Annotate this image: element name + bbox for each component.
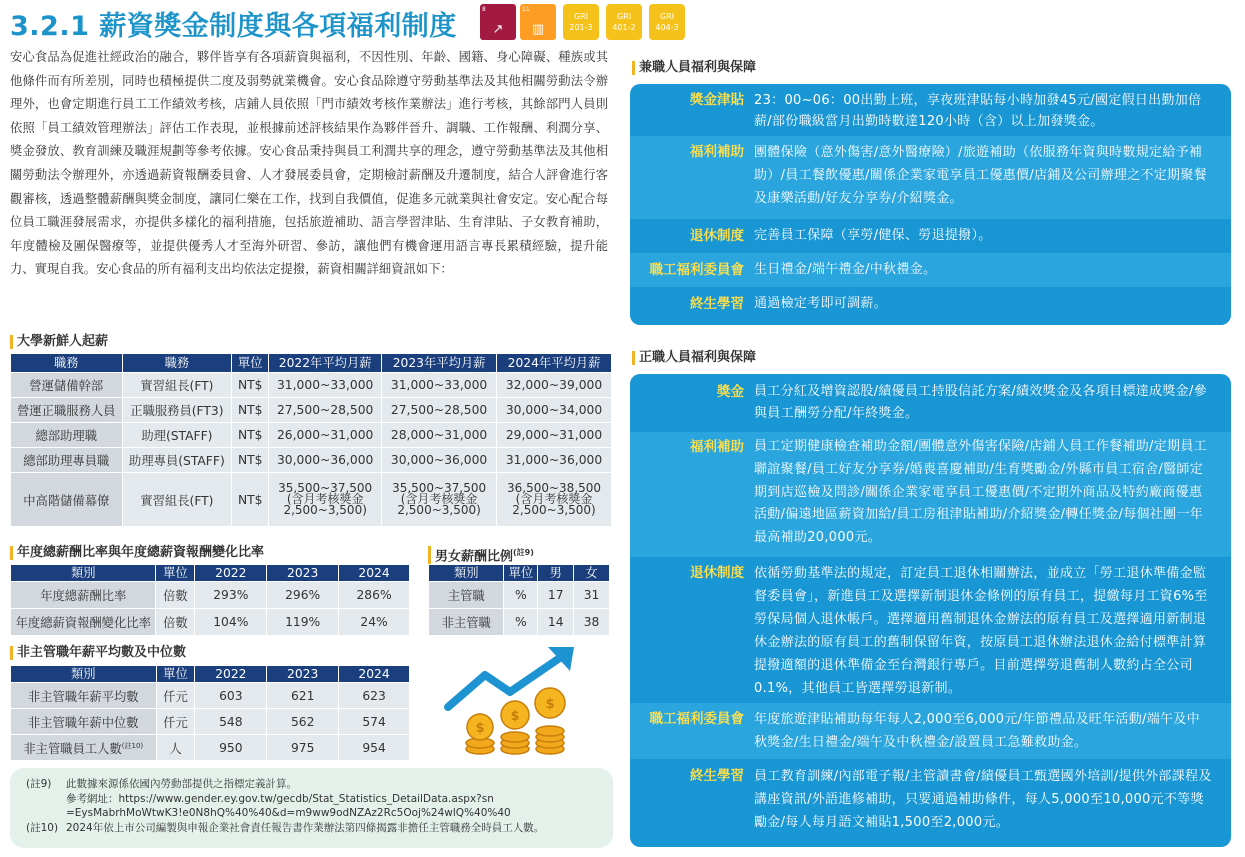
footnote-line: 此數據來源係依國內勞動部提供之指標定義計算。	[66, 778, 297, 790]
table-row	[429, 609, 610, 636]
cell-label: 非主管職員工人數	[23, 741, 122, 756]
table-cell	[497, 473, 612, 527]
footnote-key: (註9)	[26, 778, 52, 790]
gri-label: GRI	[659, 12, 675, 21]
benefit-label: 終生學習	[690, 296, 744, 312]
benefit-label: 職工福利委員會	[649, 262, 744, 278]
gri-code: 201-3	[569, 23, 593, 32]
table-cell: 104%	[195, 609, 267, 636]
table-row	[11, 735, 410, 761]
table-cell: 營運正職服務人員	[11, 398, 123, 423]
benefit-label: 終生學習	[690, 768, 744, 784]
table-cell: 574	[339, 709, 410, 735]
table-cell: 31	[574, 582, 610, 609]
page-title: 3.2.1 薪資獎金制度與各項福利制度	[10, 11, 457, 42]
table-cell: 非主管職	[429, 609, 504, 636]
benefit-row	[630, 374, 1231, 432]
table-cell: 623	[339, 683, 410, 709]
col-header: 2023	[267, 565, 339, 582]
table-cell: %	[504, 582, 538, 609]
sdg-8-number: 8	[482, 6, 486, 13]
table-row	[11, 373, 612, 398]
table-cell: 24%	[339, 609, 410, 636]
gri-label: GRI	[616, 12, 632, 21]
table-cell	[11, 735, 157, 761]
table-cell: 621	[267, 683, 339, 709]
sdg-11-number: 11	[522, 6, 530, 13]
table-cell: 總部助理專員職	[11, 448, 123, 473]
cell-note: (註10)	[121, 741, 144, 750]
table-row	[429, 582, 610, 609]
table-cell: 總部助理職	[11, 423, 123, 448]
table-cell: 293%	[195, 582, 267, 609]
cell-line: 36,500~38,500	[507, 481, 602, 495]
table-cell: 38	[574, 609, 610, 636]
table-cell: 非主管職年薪平均數	[11, 683, 157, 709]
table-cell: 倍數	[156, 582, 195, 609]
gri-code: 401-2	[612, 23, 636, 32]
benefit-row	[630, 557, 1231, 703]
col-header: 類別	[11, 666, 157, 683]
benefit-row	[630, 84, 1231, 136]
benefit-row	[630, 759, 1231, 847]
col-header: 類別	[11, 565, 156, 582]
benefit-label: 退休制度	[690, 228, 744, 244]
table-cell: 562	[267, 709, 339, 735]
col-header: 職務	[122, 354, 232, 373]
gri-201-3-badge	[563, 4, 599, 40]
benefit-label: 福利補助	[690, 144, 744, 160]
gri-401-2-badge	[606, 4, 642, 40]
gender-title-text: 男女薪酬比例	[435, 549, 514, 565]
col-header: 2024年平均月薪	[497, 354, 612, 373]
col-header: 2024	[339, 565, 410, 582]
table-cell: 17	[538, 582, 574, 609]
table-cell: 30,000~36,000	[382, 448, 497, 473]
table-cell: NT$	[232, 373, 269, 398]
table-row	[11, 609, 410, 636]
benefit-value: 生日禮金/端午禮金/中秋禮金。	[754, 262, 937, 277]
cell-line: 35,500~37,500	[278, 481, 373, 495]
benefit-row	[630, 219, 1231, 253]
gri-label: GRI	[573, 12, 589, 21]
footnote-text	[66, 821, 544, 836]
coins-growth-illustration	[440, 645, 590, 760]
table-cell: 正職服務員(FT3)	[122, 398, 232, 423]
ratio-section-title: 年度總薪酬比率與年度總薪資報酬變化比率	[10, 546, 264, 560]
cell-line: (含月考核獎金	[286, 492, 364, 506]
table-cell: 27,500~28,500	[269, 398, 382, 423]
benefit-value: 員工教育訓練/內部電子報/主管讀書會/績優員工甄選國外培訓/提供外部課程及講座資訊/外語進修補助，只要通過補助條件，每人5,000至10,000元不等獎勵金/每人每月語文補貼1,500至2,000元。	[754, 769, 1212, 830]
footnote	[26, 821, 613, 836]
footnote-line: 2024年依上市公司編製與申報企業社會責任報告書作業辦法第四條揭露非擔任主管職務全時員工人數。	[66, 821, 545, 834]
gri-code: 404-3	[655, 23, 679, 32]
svg-text:$: $	[545, 697, 555, 712]
table-cell: 975	[267, 735, 339, 761]
table-cell: 實習組長(FT)	[122, 373, 232, 398]
svg-text:$: $	[510, 709, 520, 724]
table-row	[11, 398, 612, 423]
table-cell: 26,000~31,000	[269, 423, 382, 448]
benefit-label: 退休制度	[690, 565, 744, 581]
gri-404-3-badge	[649, 4, 685, 40]
table-cell: 助理(STAFF)	[122, 423, 232, 448]
table-cell	[382, 473, 497, 527]
table-cell: NT$	[232, 398, 269, 423]
gender-table	[428, 564, 610, 636]
table-row	[11, 448, 612, 473]
sdg-11-glyph: ▥	[531, 22, 545, 37]
intro-paragraph: 安心食品為促進社經政治的融合，夥伴皆享有各項薪資與福利，不因性別、年齡、國籍、身心障礙、種族或其他條件而有所差別，同時也積極提供二度及弱勢就業機會。安心食品除遵守勞動基準法及其他相關勞動法令辦理外，也會定期進行員工工作績效考核，店鋪人員依照「門市績效考核作業辦法」進行考核，其餘部門人員則依照「員工績效管理辦法」評估工作表現，並根據前述評核結果作為夥伴晉升、調職、工作報酬、利潤分享、獎金發放、教育訓練及職涯規劃等參考依據。安心食品秉持與員工利潤共享的理念，遵守勞動基準法及其他相關勞動法令辦理外，亦透過薪資報酬委員會、人才發展委員會，定期檢討薪酬及升遷制度，結合人評會進行客觀審核，透過整體薪酬與獎金制度，讓同仁樂在工作，找到自我價值，促進多元就業與社會安定。安心配合每位員工職涯發展需求，亦提供多樣化的福利措施，包括旅遊補助、語言學習津貼、生育津貼、子女教育補助，年度體檢及團保醫療等，並提供優秀人才至海外研習、參訪，讓他們有機會運用語言專長累積經驗，提升能力、實現自我。安心食品的所有福利支出均依法定提撥，薪資相關詳細資訊如下：	[10, 50, 608, 277]
table-cell: 119%	[267, 609, 339, 636]
benefit-row	[630, 432, 1231, 557]
table-cell: 人	[156, 735, 195, 761]
table-cell: 27,500~28,500	[382, 398, 497, 423]
col-header: 2022	[195, 666, 267, 683]
cell-line: 2,500~3,500)	[397, 503, 481, 517]
benefit-row	[630, 287, 1231, 325]
sdg-11-icon	[520, 4, 556, 40]
table-cell: 年度總薪資報酬變化比率	[11, 609, 156, 636]
table-cell: 助理專員(STAFF)	[122, 448, 232, 473]
gender-section-title	[428, 546, 534, 564]
cell-line: 2,500~3,500)	[283, 503, 367, 517]
table-cell: 31,000~33,000	[269, 373, 382, 398]
table-cell: 29,000~31,000	[497, 423, 612, 448]
table-cell: 296%	[267, 582, 339, 609]
table-cell	[269, 473, 382, 527]
benefit-row	[630, 136, 1231, 219]
table-row	[11, 423, 612, 448]
benefit-value: 團體保險（意外傷害/意外醫療險）/旅遊補助（依服務年資與時數規定給予補助）/員工餐飲優惠/關係企業家電享員工優惠價/店鋪及公司辦理之不定期聚餐及康樂活動/好友分享券/介紹獎金。	[754, 145, 1207, 206]
fulltime-section-title: 正職人員福利與保障	[632, 351, 756, 365]
benefit-label: 獎金	[717, 384, 744, 400]
col-header: 2023年平均月薪	[382, 354, 497, 373]
table-cell: 14	[538, 609, 574, 636]
footnote-line: =EysMabrhMoWtwK3!e0N8hQ%40%40&d=m9ww9odNZAz2Rc5Ooj%24wlQ%40%40	[66, 807, 511, 819]
table-cell: 28,000~31,000	[382, 423, 497, 448]
footnote-key: (註10)	[26, 821, 59, 834]
table-cell: 中高階儲備幕僚	[11, 473, 123, 527]
benefit-label: 福利補助	[690, 439, 744, 455]
table-cell: 30,000~34,000	[497, 398, 612, 423]
table-row	[11, 582, 410, 609]
table-cell: NT$	[232, 448, 269, 473]
table-cell: 286%	[339, 582, 410, 609]
table-row	[11, 709, 410, 735]
gender-title-note: (註9)	[513, 548, 534, 557]
nonmgr-section-title: 非主管職年薪平均數及中位數	[10, 646, 186, 660]
benefit-row	[630, 703, 1231, 759]
col-header: 單位	[156, 565, 195, 582]
col-header: 類別	[429, 565, 504, 582]
benefit-value: 完善員工保障（享勞/健保、勞退提撥）。	[754, 228, 992, 243]
footnotes-box	[10, 768, 613, 848]
table-cell: 31,000~33,000	[382, 373, 497, 398]
table-cell: 仟元	[156, 709, 195, 735]
benefit-value: 依循勞動基準法的規定，訂定員工退休相關辦法，並成立「勞工退休準備金監督委員會」，新進員工及選擇新制退休金條例的原有員工，提繳每月工資6%至勞保局個人退休帳戶。選擇適用舊制退休金辦法的原有員工及選擇適用新制退休金辦法的原有員工的舊制保留年資，按原員工退休辦法退休金給付標準計算提撥適額的退休準備金至台灣銀行專戶。目前選擇勞退舊制人數約占全公司0.1%，其他員工皆選擇勞退新制。	[754, 566, 1208, 696]
table-cell: 32,000~39,000	[497, 373, 612, 398]
table-row	[11, 683, 410, 709]
col-header: 男	[538, 565, 574, 582]
table-cell: 年度總薪酬比率	[11, 582, 156, 609]
table-cell: 31,000~36,000	[497, 448, 612, 473]
badge-group	[480, 4, 685, 40]
cell-line: 35,500~37,500	[392, 481, 487, 495]
parttime-panel	[630, 84, 1231, 325]
salary-table	[10, 353, 612, 527]
cell-line: 2,500~3,500)	[512, 503, 596, 517]
table-cell: 950	[195, 735, 267, 761]
sdg-8-glyph: ↗	[492, 22, 504, 37]
table-cell: 30,000~36,000	[269, 448, 382, 473]
benefit-row	[630, 253, 1231, 287]
table-cell: NT$	[232, 473, 269, 527]
table-cell: 548	[195, 709, 267, 735]
cell-line: (含月考核獎金	[400, 492, 478, 506]
table-cell: NT$	[232, 423, 269, 448]
benefit-label: 職工福利委員會	[649, 711, 744, 727]
table-cell: 954	[339, 735, 410, 761]
table-cell: 非主管職年薪中位數	[11, 709, 157, 735]
table-cell: 實習組長(FT)	[122, 473, 232, 527]
table-cell: 營運儲備幹部	[11, 373, 123, 398]
col-header: 2022年平均月薪	[269, 354, 382, 373]
table-row	[11, 473, 612, 527]
benefit-value: 23：00~06：00出勤上班，享夜班津貼每小時加發45元/國定假日出勤加倍薪/部份職級當月出勤時數達120小時（含）以上加發獎金。	[754, 93, 1202, 129]
svg-text:$: $	[475, 721, 485, 736]
col-header: 2024	[339, 666, 410, 683]
col-header: 2023	[267, 666, 339, 683]
fulltime-panel	[630, 374, 1231, 847]
col-header: 職務	[11, 354, 123, 373]
nonmgr-table	[10, 665, 410, 761]
footnote-line: 參考網址：https://www.gender.ey.gov.tw/gecdb/Stat_Statistics_DetailData.aspx?sn	[66, 792, 494, 805]
table-cell: 倍數	[156, 609, 195, 636]
table-cell: 仟元	[156, 683, 195, 709]
table-cell: 603	[195, 683, 267, 709]
ratio-table	[10, 564, 410, 636]
col-header: 單位	[504, 565, 538, 582]
footnote-text	[66, 777, 511, 821]
benefit-value: 年度旅遊津貼補助每年每人2,000至6,000元/年節禮品及旺年活動/端午及中秋獎金/生日禮金/端午及中秋禮金/設置員工急難救助金。	[754, 712, 1200, 750]
salary-section-title: 大學新鮮人起薪	[10, 335, 108, 349]
col-header: 2022	[195, 565, 267, 582]
col-header: 單位	[232, 354, 269, 373]
footnote	[26, 777, 613, 821]
cell-line: (含月考核獎金	[515, 492, 593, 506]
col-header: 女	[574, 565, 610, 582]
table-cell: %	[504, 609, 538, 636]
sdg-8-icon	[480, 4, 516, 40]
table-cell: 主管職	[429, 582, 504, 609]
benefit-value: 員工定期健康檢查補助金額/團體意外傷害保險/店鋪人員工作餐補助/定期員工聯誼聚餐/員工好友分享券/婚喪喜慶補助/生育獎勵金/外縣市員工宿舍/醫師定期到店巡檢及問診/關係企業家電享員工優惠價/不定期外商品及特約廠商優惠活動/偏遠地區薪資加給/員工房租津貼補助/介紹獎金/轉任獎金/每個社團一年最高補助20,000元。	[754, 439, 1207, 546]
benefit-label: 獎金津貼	[690, 92, 744, 108]
col-header: 單位	[156, 666, 195, 683]
parttime-section-title: 兼職人員福利與保障	[632, 61, 756, 75]
benefit-value: 員工分紅及增資認股/績優員工持股信託方案/績效獎金及各項目標達成獎金/參與員工酬勞分配/年終獎金。	[754, 384, 1207, 421]
benefit-value: 通過檢定考即可調薪。	[754, 296, 888, 311]
